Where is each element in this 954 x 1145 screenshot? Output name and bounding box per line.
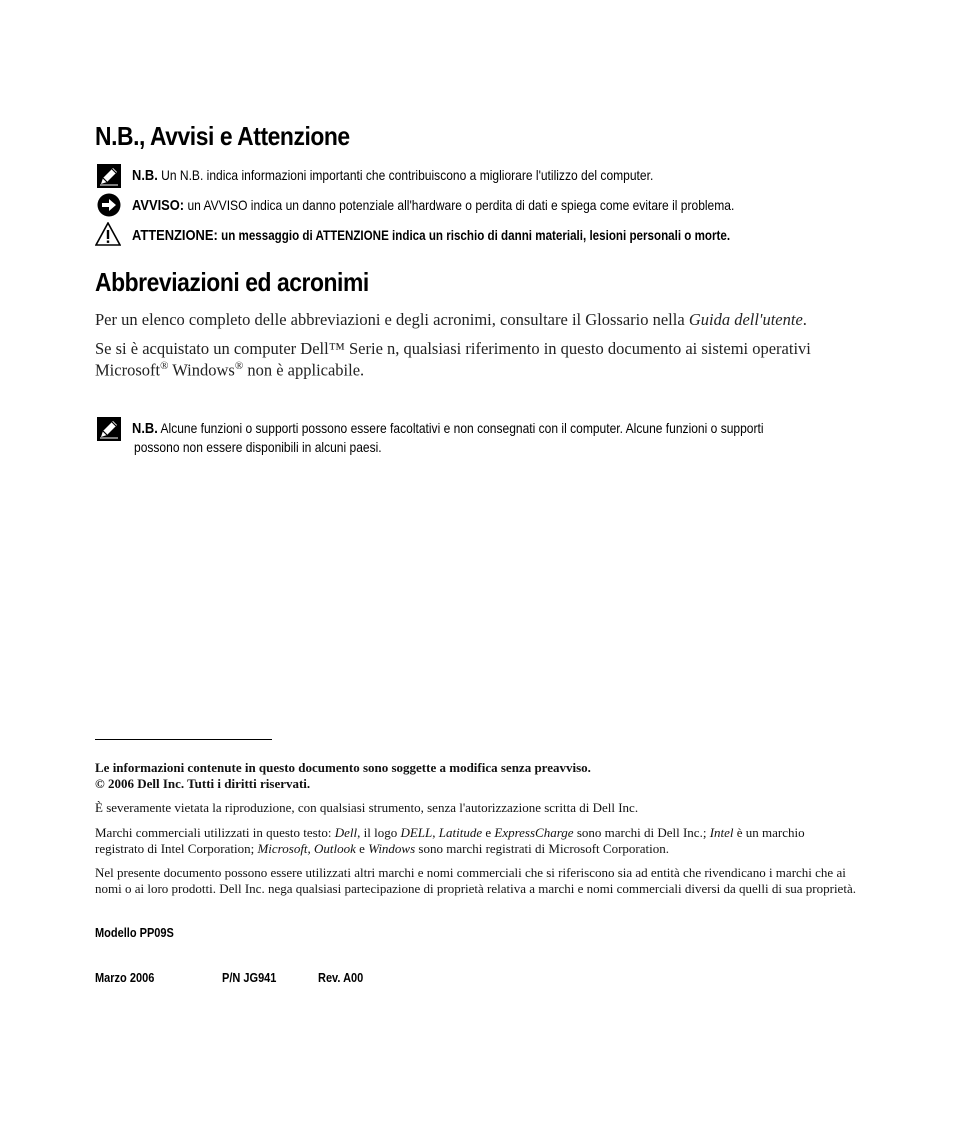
dell-n-series-line1: Se si è acquistato un computer Dell™ Serie n, qualsiasi riferimento in questo documento ai sistemi operativi	[95, 339, 811, 358]
notice-row	[132, 197, 734, 214]
change-notice-text: Le informazioni contenute in questo documento sono soggette a modifica senza preavviso.	[95, 760, 591, 775]
model-number: Modello PP09S	[95, 926, 174, 940]
warning-triangle-icon	[95, 222, 121, 246]
trademarks-line1: Marchi commerciali utilizzati in questo testo: Dell, il logo DELL, Latitude e ExpressCharge sono marchi di Dell Inc.; Intel è un marchio	[95, 825, 805, 840]
para1-end: .	[802, 310, 807, 329]
pencil-note-icon	[97, 164, 121, 188]
optional-features-note-line1	[132, 420, 764, 437]
reproduction-notice: È severamente vietata la riproduzione, con qualsiasi strumento, senza l'autorizzazione scritta di Dell Inc.	[95, 800, 639, 815]
trademarks-line2: registrato di Intel Corporation; Microsoft, Outlook e Windows sono marchi registrati di Microsoft Corporation.	[95, 841, 669, 856]
registered-mark: ®	[160, 360, 169, 372]
para1-text: Per un elenco completo delle abbreviazioni e degli acronimi, consultare il Glossario nella	[95, 310, 689, 329]
revision: Rev. A00	[318, 971, 364, 985]
abbreviations-paragraph	[95, 310, 807, 330]
section-title-abbreviations: Abbreviazioni ed acronimi	[95, 267, 369, 297]
footer-divider	[95, 739, 272, 740]
change-notice	[95, 760, 591, 776]
notice-label: AVVISO:	[132, 197, 185, 214]
note-label: N.B.	[132, 420, 158, 437]
notice-text: un AVVISO indica un danno potenziale all'hardware o perdita di dati e spiega come evitare il problema.	[187, 197, 735, 213]
other-trademarks-line2: nomi o ai loro prodotti. Dell Inc. nega qualsiasi partecipazione di proprietà relativa a marchi e nomi commerciali diversi da quelli di sua proprietà.	[95, 881, 856, 896]
user-guide-title: Guida dell'utente	[688, 310, 803, 329]
optional-features-note-line2: possono non essere disponibili in alcuni paesi.	[134, 439, 382, 455]
note-row	[132, 167, 653, 184]
arrow-circle-icon	[97, 193, 121, 217]
publication-date: Marzo 2006	[95, 971, 155, 985]
dell-n-series-line2	[95, 360, 364, 381]
registered-mark: ®	[234, 360, 244, 372]
other-trademarks-line1: Nel presente documento possono essere utilizzati altri marchi e nomi commerciali che si riferiscono sia ad entità che rivendicano i marchi che ai	[95, 865, 846, 880]
section-title-notes: N.B., Avvisi e Attenzione	[95, 121, 350, 151]
pencil-note-icon	[97, 417, 121, 441]
caution-row	[132, 227, 730, 244]
note-label: N.B.	[132, 167, 158, 184]
note-text: Un N.B. indica informazioni importanti che contribuiscono a migliorare l'utilizzo del computer.	[161, 167, 654, 183]
caution-text: un messaggio di ATTENZIONE indica un rischio di danni materiali, lesioni personali o morte.	[221, 228, 731, 243]
part-number: P/N JG941	[222, 971, 277, 985]
microsoft-text: Microsoft	[95, 360, 161, 380]
note-text: Alcune funzioni o supporti possono essere facoltativi e non consegnati con il computer. Alcune funzioni o supporti	[160, 420, 764, 436]
not-applicable-text: non è applicabile.	[243, 360, 365, 380]
windows-text: Windows	[168, 360, 235, 380]
copyright	[95, 776, 310, 792]
caution-label: ATTENZIONE:	[132, 227, 218, 244]
copyright-text: © 2006 Dell Inc. Tutti i diritti riservati.	[95, 776, 311, 791]
